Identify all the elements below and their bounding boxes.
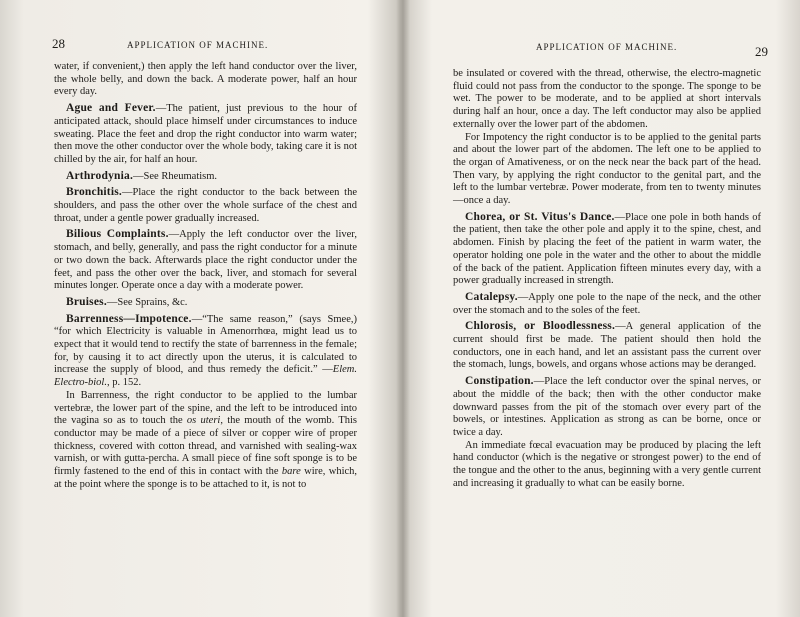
right-page [408,0,800,617]
running-head-right: APPLICATION OF MACHINE. [536,42,678,52]
entry-barrenness [54,313,357,390]
citation-page: , p. 152. [106,377,142,389]
text-barrenness-a: In Barrenness, the right conductor to be applied to the lumbar vertebræ, the lower part of the spine, and the left to be introduced into the vagina so as to touch the [54,389,357,427]
heading-ague: Ague and Fever. [66,102,156,115]
text-chlorosis: —A general application of the current should first be made. The patient should then hold the conductors, one in each hand, and let an assistant pass the current over the stomach, lungs, bowels, and organs whose actions may be deranged. [453,321,761,371]
heading-barrenness: Barrenness—Impotence. [66,312,192,325]
text-bruises: —See Sprains, &c. [106,296,188,308]
opening-paragraph-right: be insulated or covered with the thread, otherwise, the electro-magnetic fluid could not pass from the conductor to the sponge. The sponge to be wet. The power to be moderate, and to be applied at short intervals during half an hour, once a day. The left conductor may also be applied externally over the lower part of the abdomen. [453,68,761,130]
paragraph-evacuation: An immediate fœcal evacuation may be produced by placing the left hand conductor (which is the negative or strongest power) to the end of the tongue and the other to the anus, beginning with a very gentle current and increasing it gradually to what can be easily borne. [453,439,761,489]
heading-bilious: Bilious Complaints. [66,228,169,241]
entry-ague [54,102,357,167]
heading-bruises: Bruises. [66,295,107,308]
heading-chorea: Chorea, or St. Vitus's Dance. [465,210,615,223]
heading-arthrodynia: Arthrodynia. [66,169,134,182]
text-bilious: —Apply the left conductor over the liver, stomach, and belly, generally, and pass the right conductor for a minute or two down the back. Afterwards place the right conductor under the feet, and pass the other over the back, liver, and stomach for several minutes longer. Operate once a day with a moderate power. [54,229,357,292]
paragraph-impotency: For Impotency the right conductor is to be applied to the genital parts and about the lower part of the abdomen. The left one to be applied to the organ of Amativeness, or on the neck near the back part of the head. Then vary, by applying the right conductor to the genital part, and the left to the lumbar vertebræ. Power moderate, from ten to twenty minutes—once a day. [453,131,761,207]
entry-bronchitis [54,186,357,225]
text-catalepsy: —Apply one pole to the nape of the neck, and the other over the stomach and to the soles of the feet. [453,291,761,316]
entry-bruises [54,296,357,310]
text-barrenness-quote: —“The same reason,” (says Smee,) “for which Electricity is valuable in Amenorrhœa, might lead us to expect that it would tend to rectify the state of barrenness in the female; for, by causing it to act directly upon the uterus, it is calculated to increase the supply of blood, and thus remedy the deficit.” — [54,313,357,376]
text-chorea: —Place one pole in both hands of the patient, then take the other pole and apply it to the spine, chest, and abdomen. Finish by placing the feet of the patient in warm water, the operator holding one pole in the water and the other to about the middle of the back of the patient. Application fifteen minutes every day, with a power gradually increased in strength. [453,211,761,287]
text-barrenness-b: , the mouth of the womb. This conductor may be made of a piece of silver or copper wire of proper thickness, covered with cotton thread, and varnished with sealing-wax varnish, or with gutta-percha. A small piece of fine soft sponge is to be firmly fastened to the end of this in contact with the [54,415,358,478]
paragraph-barrenness-method [54,390,357,492]
heading-chlorosis: Chlorosis, or Bloodlessness. [465,320,616,333]
entry-arthrodynia [54,170,357,184]
left-page-text [54,61,357,492]
heading-catalepsy: Catalepsy. [465,290,518,303]
left-page [0,0,398,617]
entry-chlorosis [453,320,761,372]
entry-constipation [453,375,761,440]
term-os-uteri: os uteri [186,415,221,427]
opening-paragraph-left: water, if convenient,) then apply the left hand conductor over the liver, the whole belly, and down the back. A moderate power, half an hour every day. [54,61,357,98]
heading-bronchitis: Bronchitis. [66,186,122,199]
entry-bilious [54,228,357,293]
text-constipation: —Place the left conductor over the spinal nerves, or about the middle of the back; then with the other conductor make downward passes from the pit of the stomach over every part of the bowels, or intestines. Application as strong as can be borne, once or twice a day. [453,376,761,438]
right-page-text [453,68,761,491]
citation-electro-biol: Elem. Electro-biol. [54,364,357,389]
text-arthrodynia: —See Rheumatism. [133,170,218,182]
running-head-left: APPLICATION OF MACHINE. [127,40,269,50]
heading-constipation: Constipation. [465,375,534,388]
page-number-left: 28 [52,36,65,51]
text-barrenness-c: wire, which, at the point where the sponge is to be attached to it, is not to [54,466,358,490]
entry-chorea [453,211,761,288]
text-ague: —The patient, just previous to the hour of anticipated attack, should place himself under circumstances to induce sweating. Place the feet and drop the right conductor into warm water; then move the other conductor over the whole body, taking care it is not chilled by the air, for half an hour. [54,103,357,165]
text-bronchitis: —Place the right conductor to the back between the shoulders, and pass the other over the whole surface of the chest and throat, under a gentle power gradually increased. [54,187,357,224]
term-bare: bare [281,466,301,478]
page-number-right: 29 [755,44,768,59]
entry-catalepsy [453,291,761,317]
